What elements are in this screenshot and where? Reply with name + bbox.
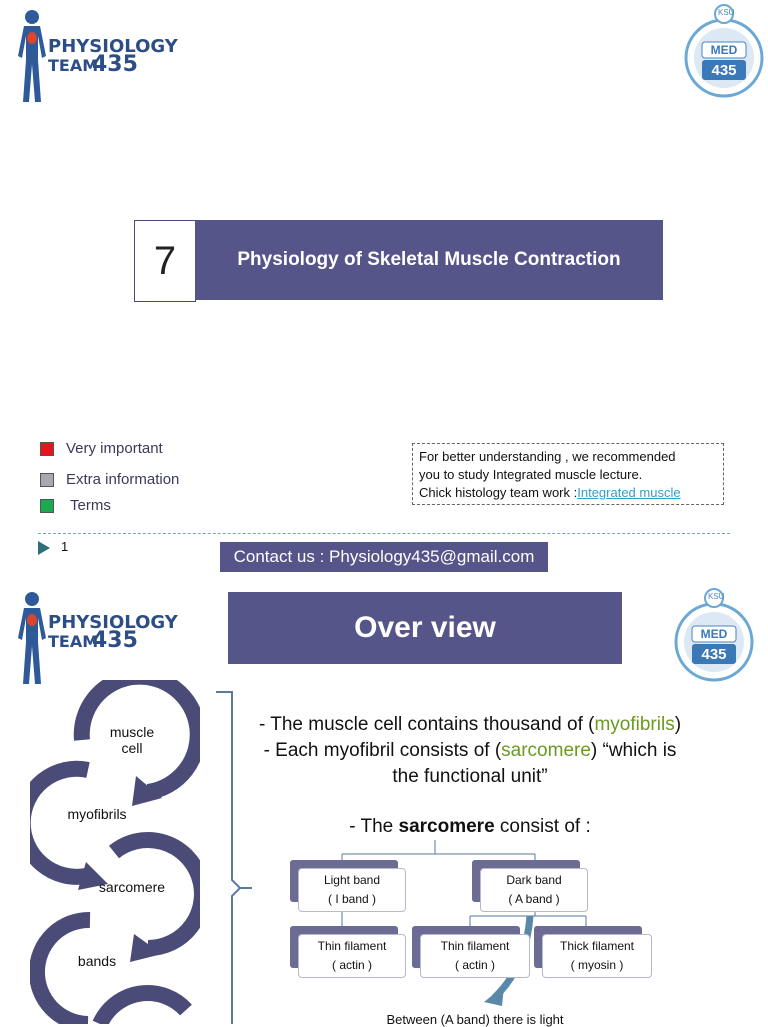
node-title: Thin filament (317, 939, 387, 953)
physiology-team-logo-2 (10, 590, 190, 690)
med-logo-top: KSU (708, 592, 725, 601)
legend-label: Extra information (66, 471, 180, 488)
node-sub: ( myosin ) (570, 958, 624, 972)
sarcomere-heading (300, 816, 640, 838)
text-span: - Each myofibril consists of ( (263, 740, 502, 761)
lecture-number: 7 (134, 220, 196, 302)
overview-text (240, 712, 700, 790)
legend-terms (40, 497, 111, 514)
note-line: you to study Integrated muscle lecture. (419, 467, 643, 482)
cycle-label-myofibrils: myofibrils (67, 806, 127, 822)
integrated-muscle-link[interactable]: Integrated muscle (577, 485, 681, 500)
legend-label: Very important (66, 440, 163, 457)
node-sub: ( A band ) (508, 892, 560, 906)
lecture-title-box (134, 220, 664, 302)
contact-email: Contact us : Physiology435@gmail.com (220, 542, 548, 572)
text-span: the functional unit” (392, 766, 548, 787)
page-divider (38, 533, 730, 534)
recommendation-note (412, 443, 724, 505)
text-span: ) “which is (590, 740, 677, 761)
team-logo-line2: TEAM (48, 632, 99, 651)
med-logo-word: MED (700, 627, 728, 641)
legend-extra-information (40, 471, 179, 488)
legend-label: Terms (70, 497, 111, 514)
med-435-logo (682, 2, 766, 102)
note-line: Chick histology team work : (419, 485, 578, 500)
legend-very-important (40, 440, 163, 457)
team-logo-line1: PHYSIOLOGY (48, 612, 178, 633)
node-thick-filament (534, 926, 652, 978)
node-title: Light band (323, 873, 381, 887)
term-myofibrils: myofibrils (594, 714, 675, 735)
team-logo-line1: PHYSIOLOGY (48, 36, 178, 57)
node-thin-filament-1 (290, 926, 406, 978)
node-title: Thin filament (440, 939, 510, 953)
team-logo-number: 435 (92, 628, 138, 653)
text-span: - The muscle cell contains thousand of ( (258, 714, 595, 735)
text-span: ) (674, 714, 682, 735)
med-435-logo-2 (672, 586, 756, 686)
node-sub: ( actin ) (454, 958, 495, 972)
team-logo-line2: TEAM (48, 56, 99, 75)
team-logo-number: 435 (92, 52, 138, 77)
page-number: 1 (61, 539, 69, 554)
node-sub: ( actin ) (331, 958, 372, 972)
note-line: For better understanding , we recommended (419, 449, 676, 464)
term-sarcomere: sarcomere (501, 740, 591, 761)
play-arrow-icon (38, 541, 50, 555)
med-logo-word: MED (710, 43, 738, 57)
text-span: - The (349, 816, 399, 837)
red-square-icon (40, 442, 54, 456)
node-dark-band (472, 860, 588, 912)
bottom-note: Between (A band) there is light (386, 1012, 564, 1027)
med-logo-number: 435 (711, 62, 737, 79)
physiology-team-logo (10, 8, 190, 108)
cycle-label-muscle-cell: muscle cell (109, 724, 155, 756)
node-thin-filament-2 (412, 926, 530, 978)
node-sub: ( I band ) (327, 892, 377, 906)
overview-heading: Over view (228, 592, 622, 664)
med-logo-top: KSU (718, 8, 735, 17)
green-square-icon (40, 499, 54, 513)
cycle-label-sarcomere: sarcomere (98, 879, 166, 895)
node-light-band (290, 860, 406, 912)
text-span: consist of : (494, 816, 591, 837)
node-title: Thick filament (559, 939, 635, 953)
down-arrow-icon (484, 986, 504, 1006)
cycle-label-bands: bands (77, 953, 117, 969)
lecture-title: Physiology of Skeletal Muscle Contraction (195, 220, 663, 300)
node-title: Dark band (506, 873, 562, 887)
gray-square-icon (40, 473, 54, 487)
med-logo-number: 435 (701, 646, 727, 663)
text-bold: sarcomere (398, 816, 495, 837)
